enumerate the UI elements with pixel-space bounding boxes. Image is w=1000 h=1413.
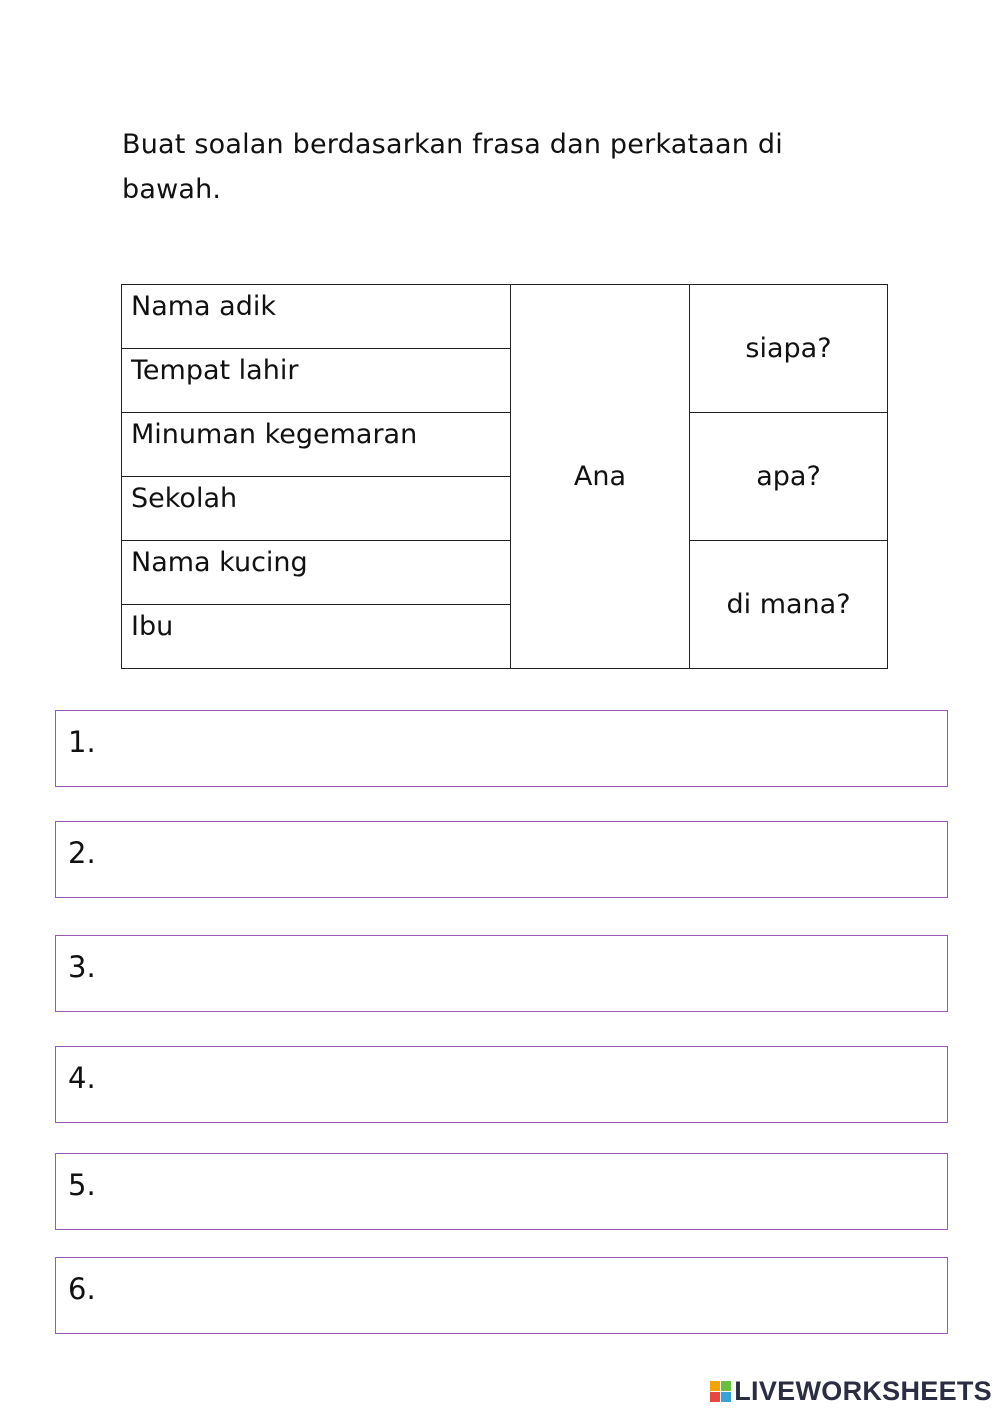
answer-box-1 [55,710,948,787]
question-word-cell: di mana? [690,541,888,669]
question-word-cell: siapa? [690,285,888,413]
phrase-cell: Tempat lahir [122,349,511,413]
answer-box-4 [55,1046,948,1123]
answer-number: 5. [68,1168,96,1202]
phrase-cell: Nama kucing [122,541,511,605]
logo-square-icon [710,1392,720,1402]
answer-input-4[interactable] [56,1047,947,1122]
answer-number: 6. [68,1272,96,1306]
answer-number: 4. [68,1061,96,1095]
answer-input-5[interactable] [56,1154,947,1229]
phrase-cell: Sekolah [122,477,511,541]
question-word-cell: apa? [690,413,888,541]
answer-input-2[interactable] [56,822,947,897]
logo-text: LIVEWORKSHEETS [734,1376,992,1406]
answer-box-6 [55,1257,948,1334]
answer-input-3[interactable] [56,936,947,1011]
phrase-cell: Ibu [122,605,511,669]
subject-cell: Ana [511,285,690,669]
logo-square-icon [710,1381,720,1391]
instruction-text: Buat soalan berdasarkan frasa dan perkataan di bawah. [122,129,783,205]
answer-number: 1. [68,725,96,759]
answer-box-2 [55,821,948,898]
logo-square-icon [721,1392,731,1402]
answer-input-1[interactable] [56,711,947,786]
answer-number: 2. [68,836,96,870]
answer-input-6[interactable] [56,1258,947,1333]
phrase-cell: Minuman kegemaran [122,413,511,477]
logo-mark-icon [710,1381,731,1402]
phrase-table [121,284,888,669]
liveworksheets-logo [710,1376,992,1407]
phrase-cell: Nama adik [122,285,511,349]
logo-square-icon [721,1381,731,1391]
answer-box-5 [55,1153,948,1230]
answer-number: 3. [68,950,96,984]
answer-box-3 [55,935,948,1012]
